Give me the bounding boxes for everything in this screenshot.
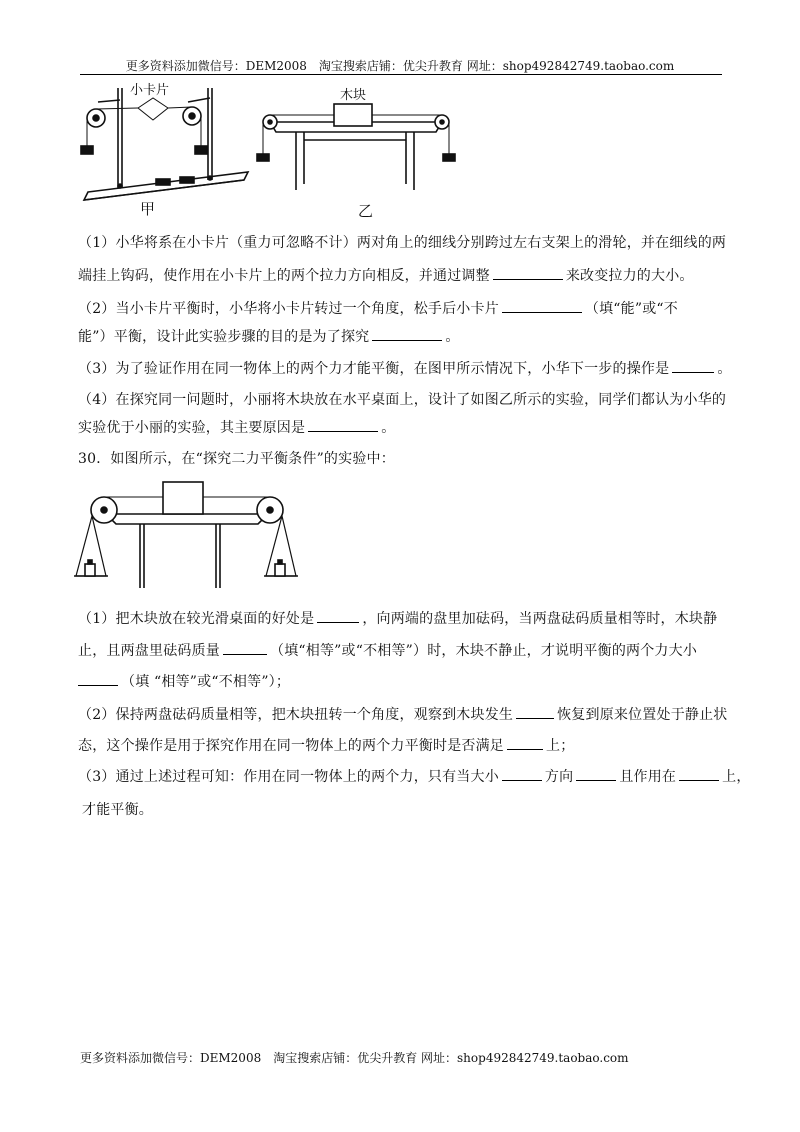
q29-part2-line1: （2）当小卡片平衡时，小华将小卡片转过一个角度，松手后小卡片 （填“能”或“不 bbox=[78, 294, 723, 325]
figure-jia bbox=[76, 80, 256, 220]
answer-blank[interactable] bbox=[223, 639, 267, 655]
answer-blank[interactable] bbox=[308, 416, 378, 432]
caption-yi: 乙 bbox=[358, 202, 374, 220]
answer-blank[interactable] bbox=[493, 264, 563, 280]
figure-q30 bbox=[72, 480, 304, 590]
figure-yi bbox=[246, 84, 468, 220]
q30-part3-line2: 才能平衡。 bbox=[82, 802, 153, 818]
answer-blank[interactable] bbox=[672, 357, 714, 373]
answer-blank[interactable] bbox=[576, 765, 616, 781]
answer-blank[interactable] bbox=[317, 607, 359, 623]
q30-part2-line2: 态，这个操作是用于探究作用在同一物体上的两个力平衡时是否满足 上； bbox=[78, 731, 723, 762]
q30-part1-line3: （填 “相等”或“不相等”）； bbox=[78, 667, 723, 698]
q29-part4-line1: （4）在探究同一问题时，小丽将木块放在水平桌面上，设计了如图乙所示的实验，同学们都认为小华的 bbox=[78, 392, 727, 408]
q30-part1-line2: 止，且两盘里砝码质量 （填“相等”或“不相等”）时，木块不静止，才说明平衡的两个力大小 bbox=[78, 636, 723, 667]
answer-blank[interactable] bbox=[679, 765, 719, 781]
q30-title: 30．如图所示，在“探究二力平衡条件”的实验中： bbox=[78, 451, 395, 467]
answer-blank[interactable] bbox=[516, 703, 554, 719]
q29-part1-line1: （1）小华将系在小卡片（重力可忽略不计）两对角上的细线分别跨过左右支架上的滑轮，并在细线的两 bbox=[78, 235, 727, 251]
q29-part4-line2: 实验优于小丽的实验，其主要原因是 。 bbox=[78, 413, 723, 444]
answer-blank[interactable] bbox=[372, 325, 442, 341]
q29-part1-line2: 端挂上钩码，使作用在小卡片上的两个拉力方向相反，并通过调整 来改变拉力的大小。 bbox=[78, 261, 723, 292]
answer-blank[interactable] bbox=[507, 734, 543, 750]
label-card: 小卡片 bbox=[130, 83, 170, 98]
q29-part3: （3）为了验证作用在同一物体上的两个力才能平衡，在图甲所示情况下，小华下一步的操作是 。 bbox=[78, 354, 723, 385]
q30-part3-line1: （3）通过上述过程可知：作用在同一物体上的两个力，只有当大小 方向 且作用在 上， bbox=[78, 762, 723, 793]
header-rule bbox=[80, 74, 722, 75]
answer-blank[interactable] bbox=[78, 670, 118, 686]
label-block: 木块 bbox=[340, 88, 367, 103]
q30-part1-line1: （1）把木块放在较光滑桌面的好处是 ，向两端的盘里加砝码，当两盘砝码质量相等时，木块静 bbox=[78, 604, 723, 635]
page-footer: 更多资料添加微信号：DEM2008 淘宝搜索店铺：优尖升教育 网址：shop492842749.taobao.com bbox=[80, 1051, 629, 1065]
q30-part2-line1: （2）保持两盘砝码质量相等，把木块扭转一个角度，观察到木块发生 恢复到原来位置处于静止状 bbox=[78, 700, 723, 731]
answer-blank[interactable] bbox=[502, 765, 542, 781]
q29-part2-line2: 能”）平衡，设计此实验步骤的目的是为了探究 。 bbox=[78, 322, 723, 353]
page-header: 更多资料添加微信号：DEM2008 淘宝搜索店铺：优尖升教育 网址：shop492842749.taobao.com bbox=[125, 59, 675, 73]
answer-blank[interactable] bbox=[502, 297, 582, 313]
caption-jia: 甲 bbox=[140, 200, 156, 218]
